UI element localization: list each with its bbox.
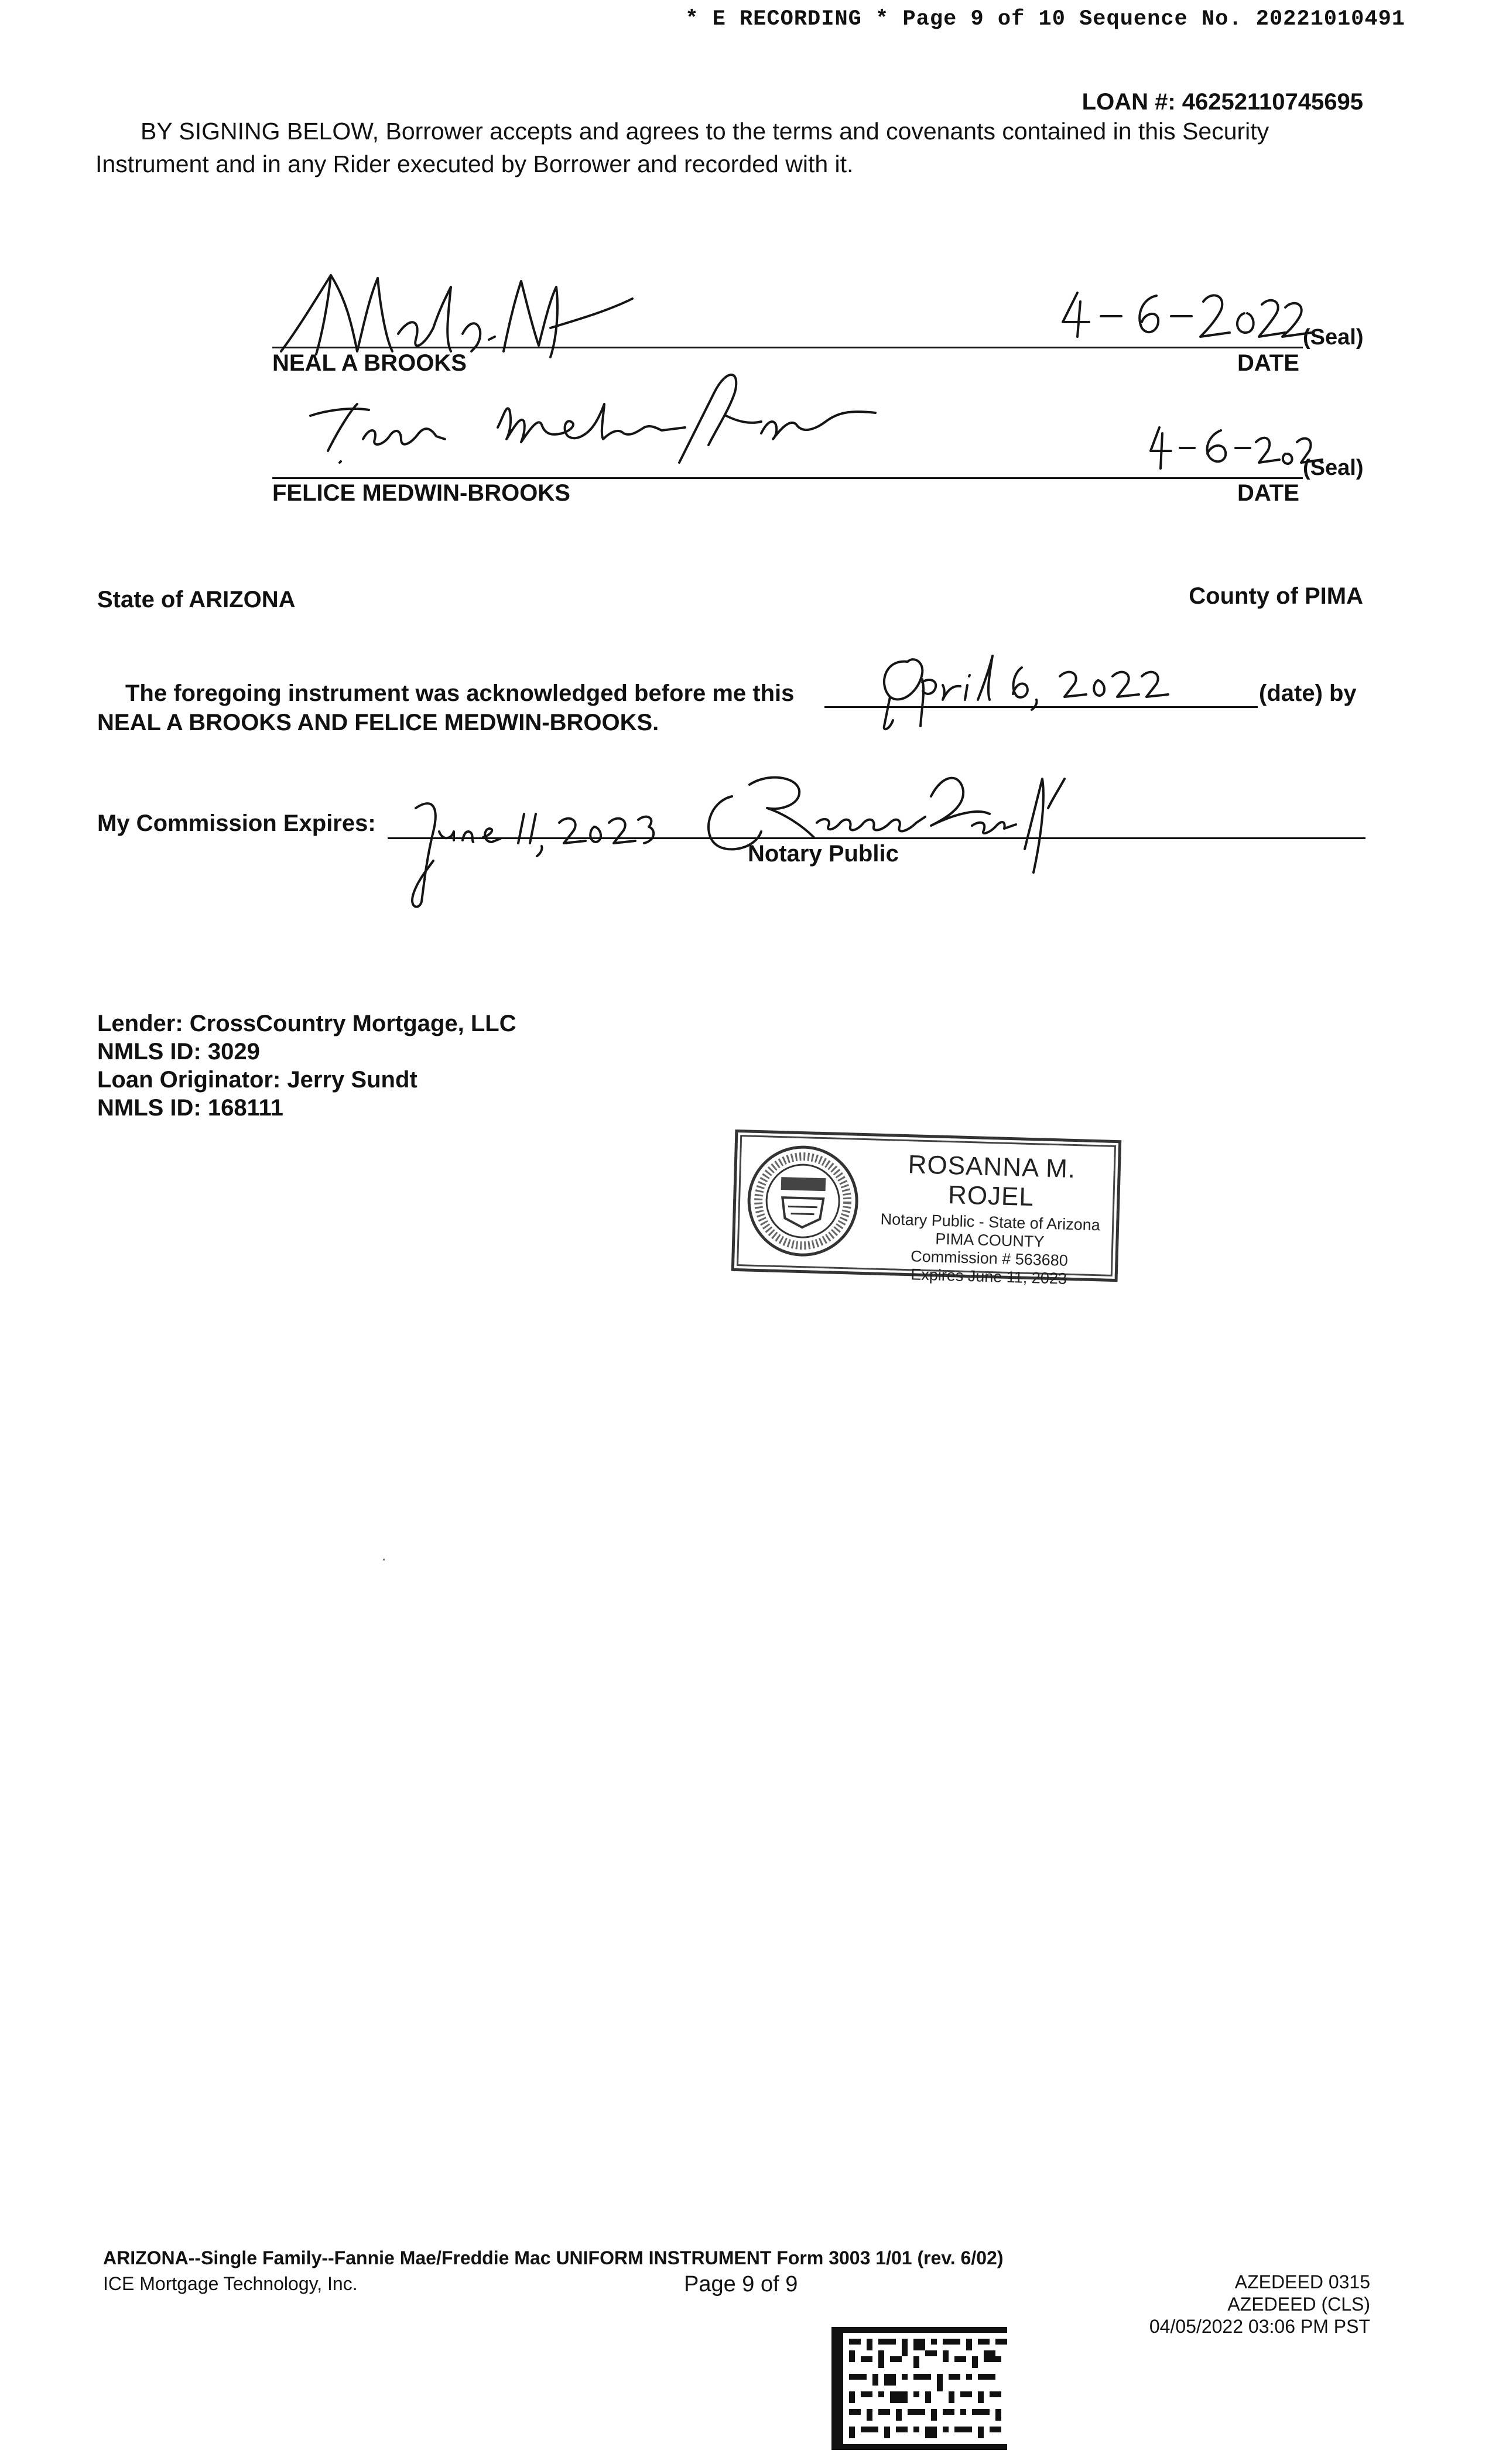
acknowledged-parties: NEAL A BROOKS AND FELICE MEDWIN-BROOKS. [97, 710, 659, 735]
stamp-line-4: Expires June 11, 2023 [910, 1265, 1067, 1288]
handwritten-acknowledgment-date [867, 644, 1171, 732]
footer-company: ICE Mortgage Technology, Inc. [103, 2273, 358, 2294]
loan-originator: Loan Originator: Jerry Sundt [97, 1067, 417, 1093]
borrower-name-1: NEAL A BROOKS [272, 350, 467, 376]
stamp-line-3: Commission # 563680 [910, 1247, 1069, 1269]
lender-name: Lender: CrossCountry Mortgage, LLC [97, 1011, 516, 1036]
footer-code-2: AZEDEED (CLS) [1227, 2294, 1370, 2315]
footer-form-line: ARIZONA--Single Family--Fannie Mae/Freddie Mac UNIFORM INSTRUMENT Form 3003 1/01 (rev. 6/02) [103, 2247, 1004, 2268]
commission-expires-label: My Commission Expires: [97, 810, 376, 836]
stamp-line-2: PIMA COUNTY [935, 1230, 1045, 1251]
date-by-label: (date) by [1259, 680, 1357, 706]
signature-line-1 [272, 347, 1303, 348]
lender-info [97, 1009, 516, 1122]
notary-seal-emblem [742, 1141, 863, 1261]
signature-felice-medwin-brooks [304, 369, 878, 468]
loan-number: LOAN #: 46252110745695 [1082, 89, 1363, 115]
handwritten-date-1 [1054, 281, 1312, 345]
notary-public-label: Notary Public [748, 841, 899, 867]
borrower-name-2: FELICE MEDWIN-BROOKS [272, 480, 570, 506]
notary-stamp [731, 1130, 1121, 1288]
footer-codes [1113, 2271, 1370, 2338]
stamp-text [868, 1149, 1112, 1289]
date-label-2: DATE [1237, 480, 1299, 506]
lender-nmls: NMLS ID: 3029 [97, 1039, 260, 1065]
footer-timestamp: 04/05/2022 03:06 PM PST [1149, 2316, 1370, 2337]
intro-line-2: Instrument and in any Rider executed by Borrower and recorded with it. [95, 150, 854, 177]
footer-page-number: Page 9 of 9 [684, 2272, 798, 2297]
scan-speck [383, 1559, 385, 1560]
acknowledgment-text: The foregoing instrument was acknowledged before me this [125, 680, 795, 706]
date-label-1: DATE [1237, 350, 1299, 376]
stamp-line-1: Notary Public - State of Arizona [880, 1210, 1101, 1234]
originator-nmls: NMLS ID: 168111 [97, 1095, 283, 1121]
recording-header: * E RECORDING * Page 9 of 10 Sequence No. 20221010491 [685, 7, 1405, 32]
signature-line-2 [272, 477, 1303, 479]
handwritten-commission-date [398, 790, 656, 913]
state-label: State of ARIZONA [97, 587, 296, 612]
barcode-icon [831, 2327, 1007, 2450]
seal-label-2: (Seal) [1303, 456, 1364, 480]
seal-label-1: (Seal) [1303, 325, 1364, 350]
county-label: County of PIMA [1189, 583, 1363, 609]
acknowledgment-date-line [824, 706, 1258, 708]
handwritten-date-2 [1148, 422, 1323, 474]
intro-line-1: BY SIGNING BELOW, Borrower accepts and agrees to the terms and covenants contained in this Security [141, 118, 1269, 145]
stamp-notary-name: ROSANNA M. ROJEL [908, 1150, 1076, 1212]
footer-code-1: AZEDEED 0315 [1234, 2271, 1370, 2292]
